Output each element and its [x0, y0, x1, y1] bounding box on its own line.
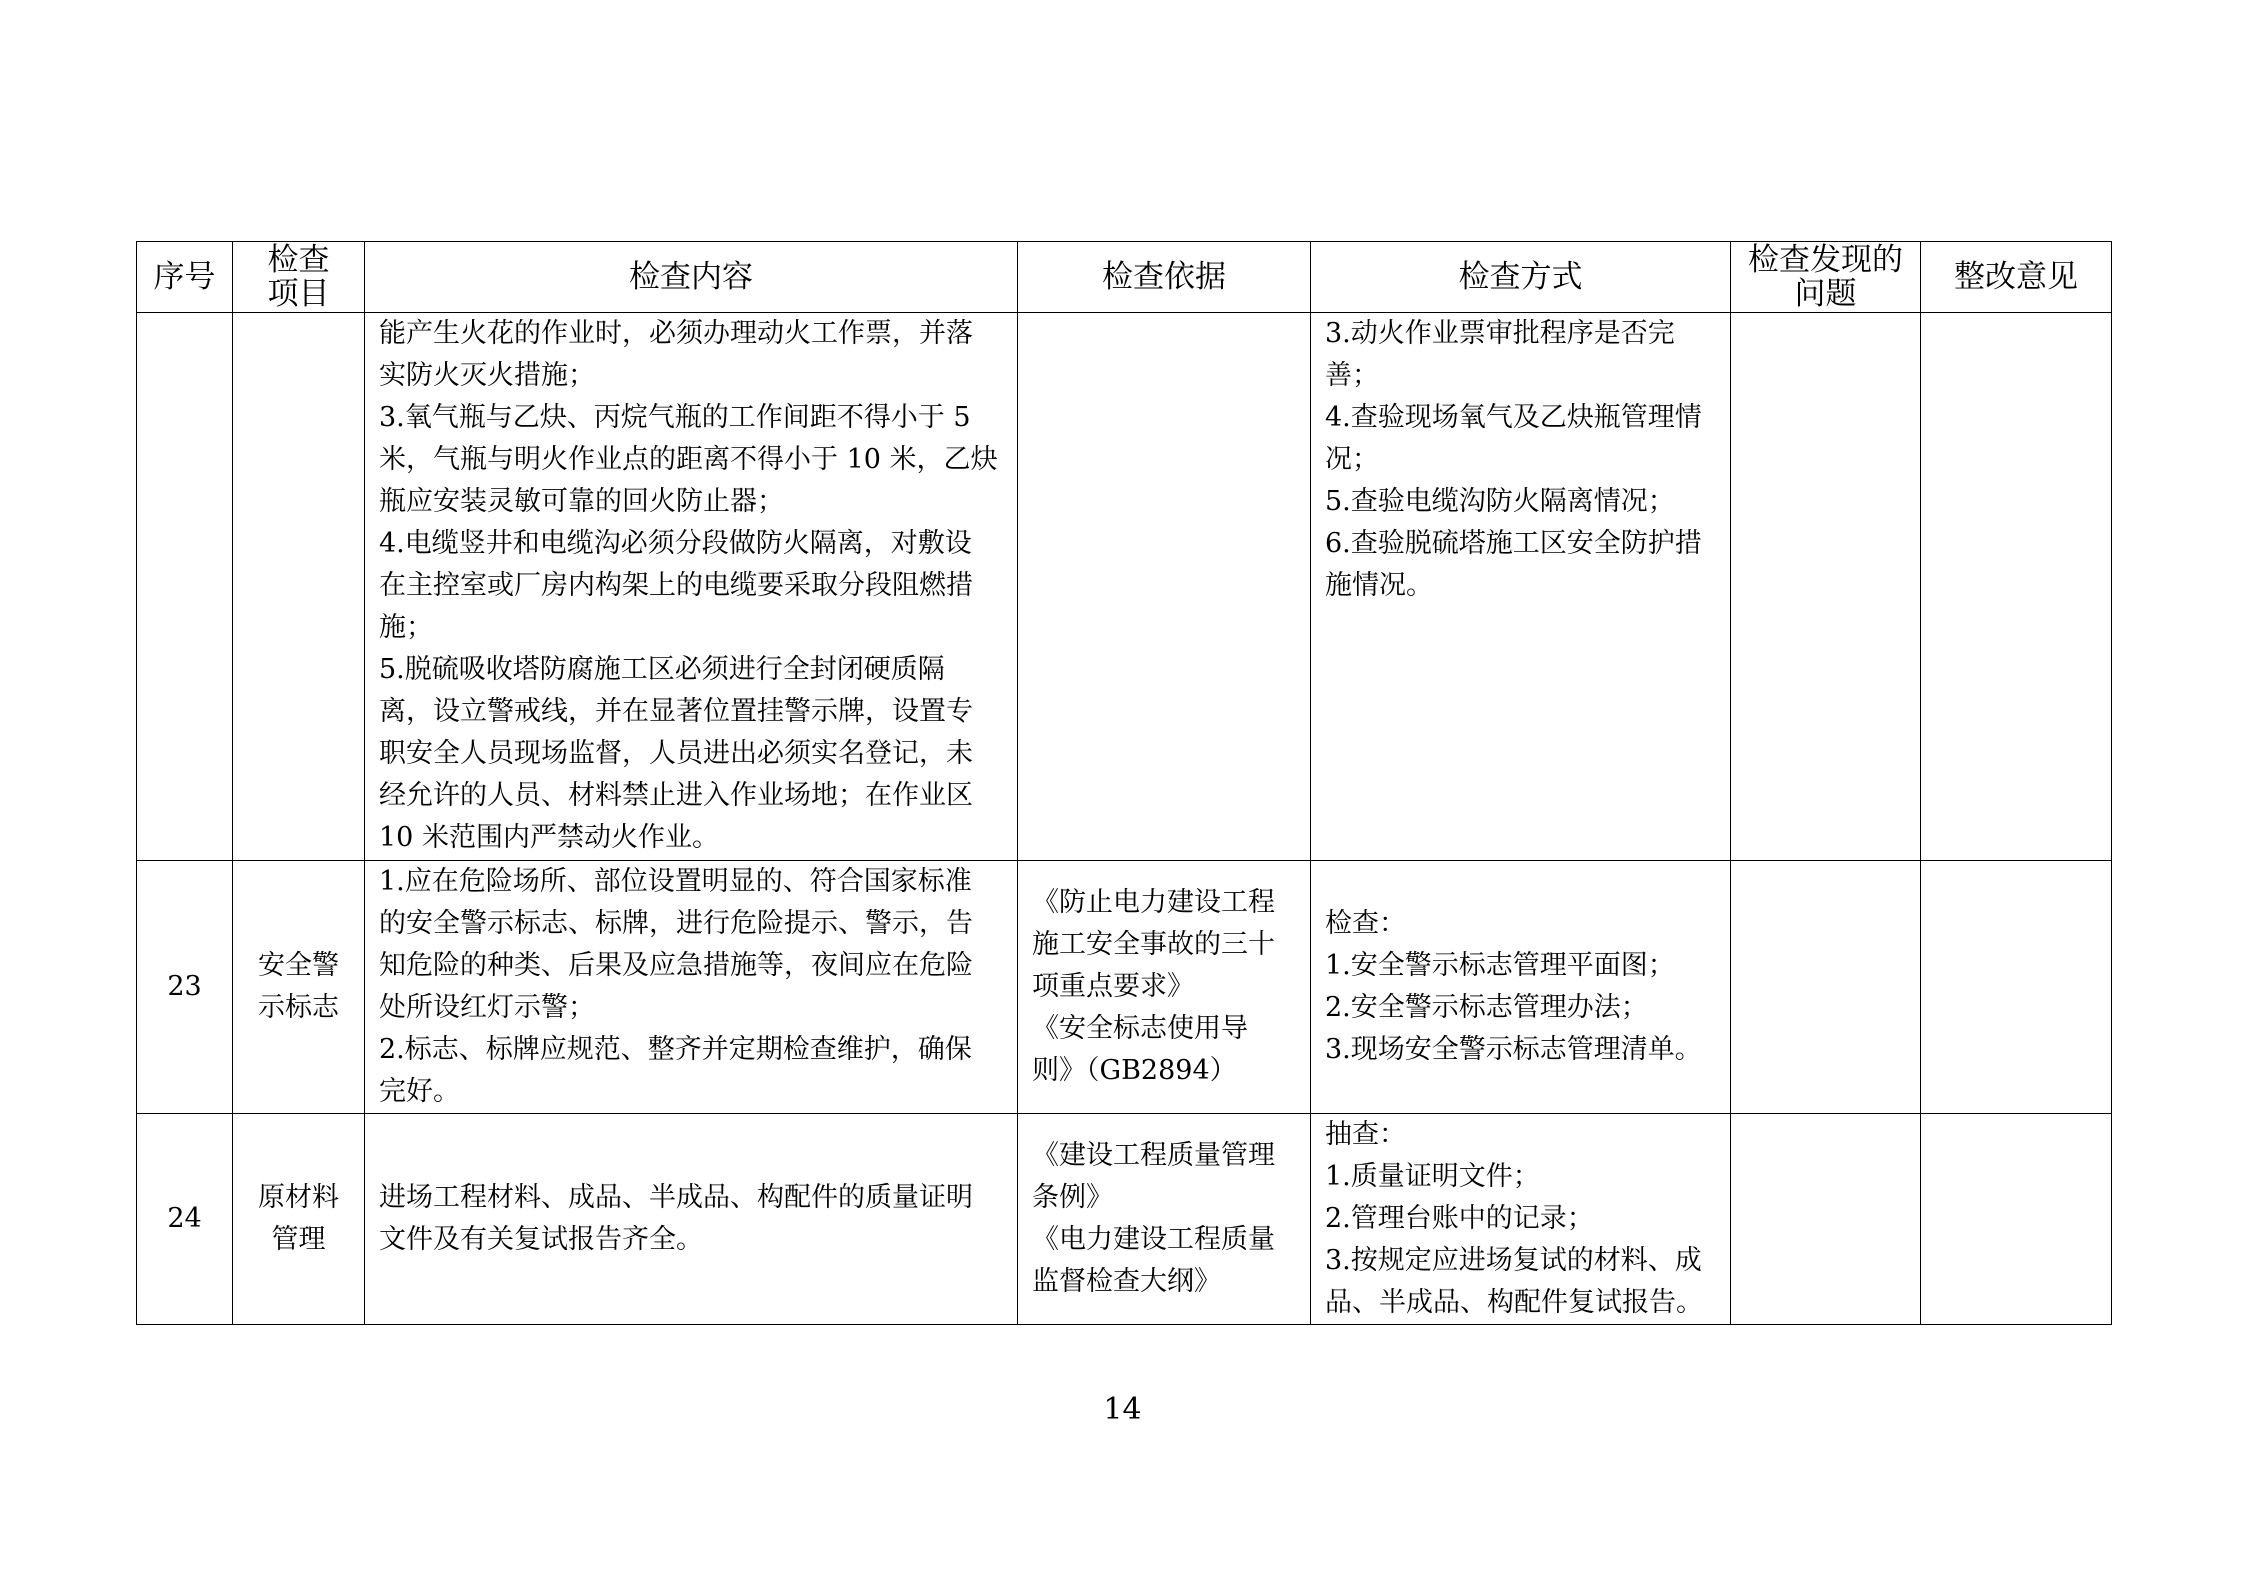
row-method: 抽查： 1.质量证明文件； 2.管理台账中的记录； 3.按规定应进场复试的材料、成 品、半成品、构配件复试报告。 — [1311, 1114, 1731, 1325]
row-no: 23 — [137, 861, 233, 1114]
row-problems — [1731, 1114, 1921, 1325]
row-item: 原材料 管理 — [233, 1114, 365, 1325]
row-basis: 《建设工程质量管理 条例》 《电力建设工程质量 监督检查大纲》 — [1018, 1114, 1311, 1325]
table-row — [137, 1114, 2112, 1325]
header-no: 序号 — [137, 242, 233, 313]
header-rectification: 整改意见 — [1921, 242, 2112, 313]
row-no — [137, 313, 233, 861]
table-header-row — [137, 242, 2112, 313]
header-method: 检查方式 — [1311, 242, 1731, 313]
row-problems — [1731, 861, 1921, 1114]
row-basis — [1018, 313, 1311, 861]
inspection-table — [136, 241, 2112, 1325]
header-item: 检查 项目 — [233, 242, 365, 313]
header-problems: 检查发现的 问题 — [1731, 242, 1921, 313]
row-content: 进场工程材料、成品、半成品、构配件的质量证明 文件及有关复试报告齐全。 — [365, 1114, 1018, 1325]
row-no: 24 — [137, 1114, 233, 1325]
row-rectification — [1921, 313, 2112, 861]
row-method: 3.动火作业票审批程序是否完 善； 4.查验现场氧气及乙炔瓶管理情 况； 5.查验电缆沟防火隔离情况； 6.查验脱硫塔施工区安全防护措 施情况。 — [1311, 313, 1731, 861]
row-problems — [1731, 313, 1921, 861]
header-content: 检查内容 — [365, 242, 1018, 313]
row-method: 检查： 1.安全警示标志管理平面图； 2.安全警示标志管理办法； 3.现场安全警示标志管理清单。 — [1311, 861, 1731, 1114]
row-content: 1.应在危险场所、部位设置明显的、符合国家标准 的安全警示标志、标牌，进行危险提示、警示，告 知危险的种类、后果及应急措施等，夜间应在危险 处所设红灯示警； 2.标志、标牌应规范、整齐并定期检查维护，确保 完好。 — [365, 861, 1018, 1114]
row-rectification — [1921, 861, 2112, 1114]
header-basis: 检查依据 — [1018, 242, 1311, 313]
row-item — [233, 313, 365, 861]
table-row — [137, 313, 2112, 861]
page-number: 14 — [1103, 1392, 1142, 1427]
row-item: 安全警 示标志 — [233, 861, 365, 1114]
row-rectification — [1921, 1114, 2112, 1325]
row-basis: 《防止电力建设工程 施工安全事故的三十 项重点要求》 《安全标志使用导 则》（GB2894） — [1018, 861, 1311, 1114]
row-content: 能产生火花的作业时，必须办理动火工作票，并落 实防火灭火措施； 3.氧气瓶与乙炔、丙烷气瓶的工作间距不得小于 5 米，气瓶与明火作业点的距离不得小于 10 米，乙炔 瓶应安装灵敏可靠的回火防止器； 4.电缆竖井和电缆沟必须分段做防火隔离，对敷设 在主控室或厂房内构架上的电缆要采取分段阻燃措 施； 5.脱硫吸收塔防腐施工区必须进行全封闭硬质隔 离，设立警戒线，并在显著位置挂警示牌，设置专 职安全人员现场监督，人员进出必须实名登记，未 经允许的人员、材料禁止进入作业场地；在作业区 10 米范围内严禁动火作业。 — [365, 313, 1018, 861]
table-row — [137, 861, 2112, 1114]
